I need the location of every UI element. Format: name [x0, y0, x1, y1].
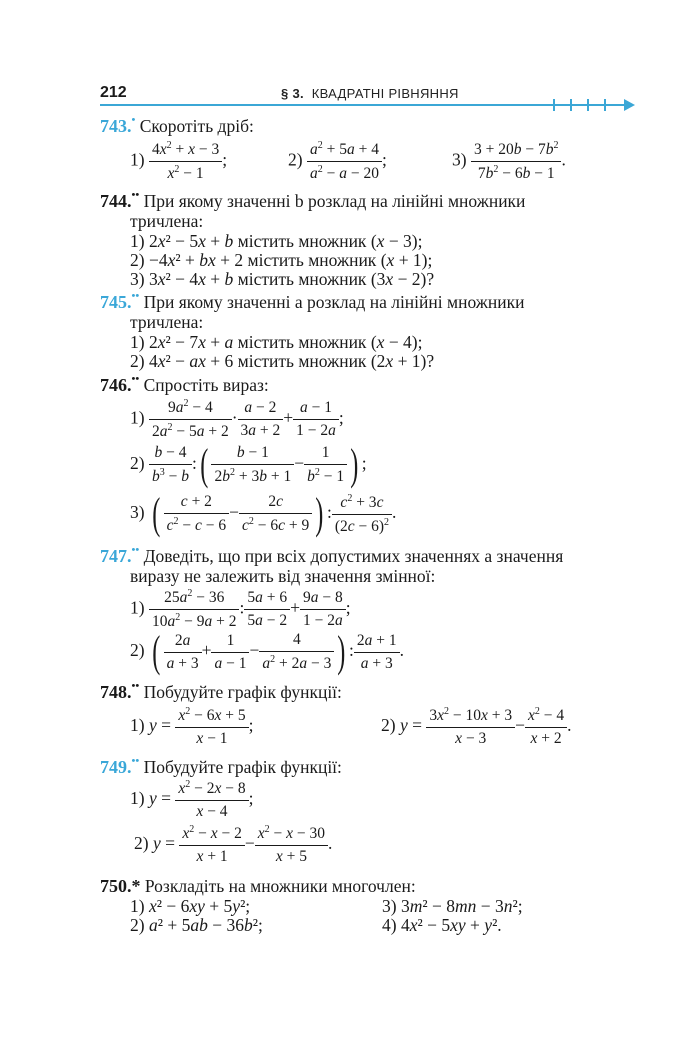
difficulty-marker: •• [131, 544, 140, 556]
problem-text: При якому значенні a розклад на лінійні множники [143, 292, 525, 312]
item-label: 2) [130, 453, 145, 474]
problem-745-text-2: тричлена: [130, 312, 204, 332]
problem-750-item-1: 1) x² − 6xy + 5y²; [130, 896, 251, 916]
fraction: $\frac{5a + 6}{5a - 2}$ [244, 589, 290, 630]
problem-747-heading [100, 546, 563, 567]
problem-750-item-2: 2) a² + 5ab − 36b²; [130, 915, 263, 935]
problem-number: 743. [100, 116, 132, 136]
fraction: $\frac{4x^2 + x - 3}{x^2 - 1}$ [149, 140, 222, 183]
problem-text: При якому значенні b розклад на лінійні множники [143, 191, 526, 211]
item-label: 1) [130, 231, 145, 251]
fraction: $\frac{9a - 8}{1 - 2a}$ [300, 589, 346, 630]
section-symbol: § 3. [281, 86, 304, 101]
header-arrow-icon [624, 99, 635, 111]
problem-743-item-1: 1) $\frac{4x^2 + x - 3}{x^2 - 1}$ ; [130, 140, 228, 183]
difficulty-marker: •• [131, 755, 140, 767]
problem-744-text-2: тричлена: [130, 211, 204, 231]
contains-text: містить множник [247, 250, 377, 270]
problem-749-item-1: 1) y = $\frac{x^2 - 2x - 8}{x - 4}$ ; [130, 779, 254, 820]
problem-745-item-1: 1) 2x² − 7x + a містить множник (x − 4); [130, 332, 423, 352]
problem-745-item-2: 2) 4x² − ax + 6 містить множник (2x + 1)? [130, 351, 435, 371]
fraction: $\frac{2a}{a + 3}$ [164, 632, 202, 673]
item-label: 2) [130, 915, 145, 935]
item-label: 2) [381, 714, 396, 735]
header-tick [553, 99, 555, 111]
problem-747-item-1: 1) $\frac{25a^2 - 36}{10a^2 - 9a + 2}$ : $\frac{5a + 6}{5a - 2}$ + $\frac{9a - 8}{1 - 2a}$ ; [130, 588, 351, 631]
fraction: $\frac{x^2 - 2x - 8}{x - 4}$ [175, 779, 248, 821]
problem-750-item-4: 4) 4x² − 5xy + y². [382, 915, 502, 935]
contains-text: містить множник [237, 231, 367, 251]
fraction: $\frac{c^2 + 3c}{(2c - 6)^2}$ [332, 493, 392, 536]
problem-744-item-3: 3) 3x² − 4x + b містить множник (3x − 2)? [130, 269, 435, 289]
fraction: $\frac{25a^2 - 36}{10a^2 - 9a + 2}$ [149, 588, 240, 631]
fraction: $\frac{3 + 20b - 7b^2}{7b^2 - 6b - 1}$ [471, 140, 562, 183]
fraction: $\frac{x^2 - x - 2}{x + 1}$ [179, 824, 245, 866]
item-label: 1) [130, 714, 145, 735]
problem-number: 750. [100, 876, 132, 896]
item-label: 3) [382, 896, 397, 916]
difficulty-marker: • [131, 114, 136, 126]
header-tick [570, 99, 572, 111]
problem-745-heading [100, 292, 524, 313]
fraction: $\frac{b - 4}{b^3 - b}$ [149, 444, 192, 486]
problem-743-heading [100, 116, 254, 137]
item-label: 3) [130, 502, 145, 523]
problem-748-heading [100, 682, 342, 703]
header-tick [587, 99, 589, 111]
problem-746-item-3: 3) ( $\frac{c + 2}{c^2 - c - 6}$ − $\frac{2c}{c^2 - 6c + 9}$ ) : $\frac{c^2 + 3c}{(2c - 6)^2}$ . [130, 489, 397, 538]
item-label: 3) [452, 149, 467, 170]
problem-746-heading [100, 375, 269, 396]
problem-750-item-3: 3) 3m² − 8mn − 3n²; [382, 896, 523, 916]
fraction: $\frac{a - 2}{3a + 2}$ [238, 399, 284, 440]
header-rule [100, 104, 628, 106]
difficulty-marker: •• [131, 290, 140, 302]
problem-747-text-2: виразу не залежить від значення змінної: [130, 566, 436, 586]
problem-number: 746. [100, 375, 132, 395]
problem-text: Скоротіть дріб: [139, 116, 254, 136]
item-label: 2) [134, 832, 149, 853]
problem-744-item-1: 1) 2x² − 5x + b містить множник (x − 3); [130, 231, 423, 251]
item-label: 1) [130, 149, 145, 170]
contains-text: містить множник [237, 332, 367, 352]
fraction: $\frac{2c}{c^2 - 6c + 9}$ [239, 493, 312, 535]
item-label: 1) [130, 597, 145, 618]
item-label: 2) [130, 640, 145, 661]
item-label: 1) [130, 407, 145, 428]
section-title: КВАДРАТНІ РІВНЯННЯ [311, 86, 459, 101]
problem-749-item-2: 2) y = $\frac{x^2 - x - 2}{x + 1}$ − $\frac{x^2 - x - 30}{x + 5}$ . [134, 824, 333, 865]
fraction: $\frac{x^2 - x - 30}{x + 5}$ [255, 824, 328, 866]
problem-number: 748. [100, 682, 132, 702]
fraction: $\frac{a^2 + 5a + 4}{a^2 - a - 20}$ [307, 140, 382, 183]
problem-746-item-2: 2) $\frac{b - 4}{b^3 - b}$ :( $\frac{b - 1}{2b^2 + 3b + 1}$ − $\frac{1}{b^2 - 1}$ ) ; [130, 440, 367, 489]
item-label: 2) [288, 149, 303, 170]
page-number: 212 [100, 84, 127, 101]
item-label: 1) [130, 332, 145, 352]
header-tick [604, 99, 606, 111]
contains-text: містить множник [237, 269, 367, 289]
problem-750-heading [100, 876, 416, 897]
item-label: 2) [130, 351, 145, 371]
problem-text: Побудуйте графік функції: [143, 757, 342, 777]
fraction: $\frac{x^2 - 4}{x + 2}$ [525, 706, 567, 748]
item-label: 2) [130, 250, 145, 270]
problem-748-item-2: 2) y = $\frac{3x^2 - 10x + 3}{x - 3}$ − $\frac{x^2 - 4}{x + 2}$ . [381, 706, 572, 747]
problem-text: Спростіть вираз: [143, 375, 269, 395]
problem-text: Розкладіть на множники многочлен: [144, 876, 416, 896]
fraction: $\frac{c + 2}{c^2 - c - 6}$ [164, 493, 230, 535]
difficulty-marker: •• [131, 373, 140, 385]
contains-text: містить множник [237, 351, 367, 371]
fraction: $\frac{4}{a^2 + 2a - 3}$ [259, 631, 334, 673]
item-label: 1) [130, 787, 145, 808]
problem-number: 747. [100, 546, 132, 566]
problem-747-item-2: 2) ( $\frac{2a}{a + 3}$ + $\frac{1}{a - 1}$ − $\frac{4}{a^2 + 2a - 3}$ ) : $\frac{2a + 1}{a + 3}$ . [130, 627, 405, 676]
difficulty-marker: •• [131, 680, 140, 692]
fraction: $\frac{9a^2 - 4}{2a^2 - 5a + 2}$ [149, 398, 232, 441]
item-label: 4) [382, 915, 397, 935]
problem-number: 745. [100, 292, 132, 312]
fraction: $\frac{1}{b^2 - 1}$ [304, 444, 347, 486]
problem-743-item-2: 2) $\frac{a^2 + 5a + 4}{a^2 - a - 20}$ ; [288, 140, 387, 183]
fraction: $\frac{2a + 1}{a + 3}$ [354, 632, 400, 673]
fraction: $\frac{a - 1}{1 - 2a}$ [293, 399, 339, 440]
fraction: $\frac{x^2 - 6x + 5}{x - 1}$ [175, 706, 248, 748]
problem-text: Доведіть, що при всіх допустимих значеннях a значення [143, 546, 564, 566]
item-label: 1) [130, 896, 145, 916]
item-label: 3) [130, 269, 145, 289]
difficulty-marker: * [131, 876, 141, 896]
fraction: $\frac{1}{a - 1}$ [211, 632, 249, 673]
problem-text: Побудуйте графік функції: [143, 682, 342, 702]
fraction: $\frac{b - 1}{2b^2 + 3b + 1}$ [211, 444, 294, 486]
chapter-title [281, 86, 459, 101]
problem-number: 749. [100, 757, 132, 777]
problem-744-heading [100, 191, 525, 212]
fraction: $\frac{3x^2 - 10x + 3}{x - 3}$ [426, 706, 515, 748]
difficulty-marker: •• [131, 189, 140, 201]
problem-746-item-1: 1) $\frac{9a^2 - 4}{2a^2 - 5a + 2}$ · $\frac{a - 2}{3a + 2}$ + $\frac{a - 1}{1 - 2a}$ ; [130, 398, 344, 441]
problem-744-item-2: 2) −4x² + bx + 2 містить множник (x + 1); [130, 250, 433, 270]
problem-number: 744. [100, 191, 132, 211]
problem-743-item-3: 3) $\frac{3 + 20b - 7b^2}{7b^2 - 6b - 1}$ . [452, 140, 566, 183]
problem-749-heading [100, 757, 342, 778]
problem-748-item-1: 1) y = $\frac{x^2 - 6x + 5}{x - 1}$ ; [130, 706, 254, 747]
